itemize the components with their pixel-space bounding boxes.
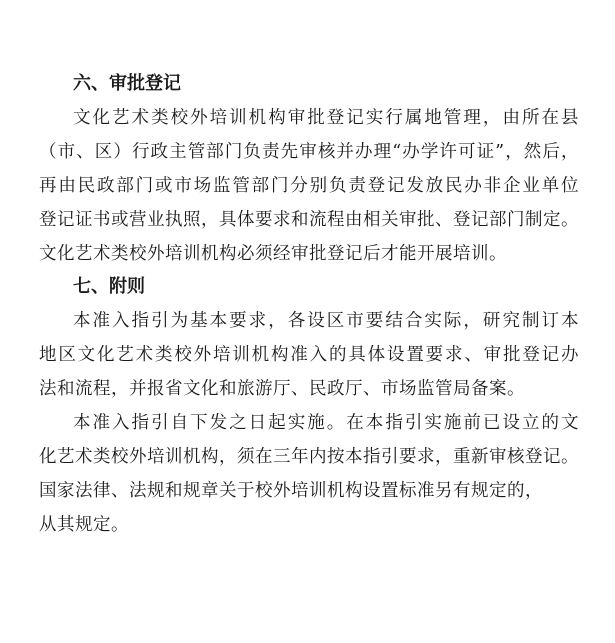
paragraph-line: 国家法律、法规和规章关于校外培训机构设置标准另有规定的， (39, 481, 543, 501)
paragraph-line: 从其规定。 (39, 515, 129, 535)
paragraph-line: 地区文化艺术类校外培训机构准入的具体设置要求、审批登记办 (39, 345, 579, 365)
section-heading-supplementary: 七、附则 (73, 276, 145, 297)
paragraph-line: 登记证书或营业执照，具体要求和流程由相关审批、登记部门制定。 (39, 210, 579, 230)
paragraph-line: 文化艺术类校外培训机构必须经审批登记后才能开展培训。 (39, 244, 507, 264)
paragraph-line: 本准入指引为基本要求，各设区市要结合实际，研究制订本 (73, 311, 579, 331)
paragraph-line: （市、区）行政主管部门负责先审核并办理“办学许可证”，然后， (39, 142, 579, 162)
section-heading-approval: 六、审批登记 (73, 73, 181, 94)
paragraph-line: 化艺术类校外培训机构，须在三年内按本指引要求，重新审核登记。 (39, 447, 579, 467)
paragraph-line: 法和流程，并报省文化和旅游厅、民政厅、市场监管局备案。 (39, 379, 525, 399)
paragraph-line: 再由民政部门或市场监管部门分别负责登记发放民办非企业单位 (39, 176, 579, 196)
paragraph-line: 本准入指引自下发之日起实施。在本指引实施前已设立的文 (73, 413, 579, 433)
paragraph-line: 文化艺术类校外培训机构审批登记实行属地管理，由所在县 (73, 108, 579, 128)
